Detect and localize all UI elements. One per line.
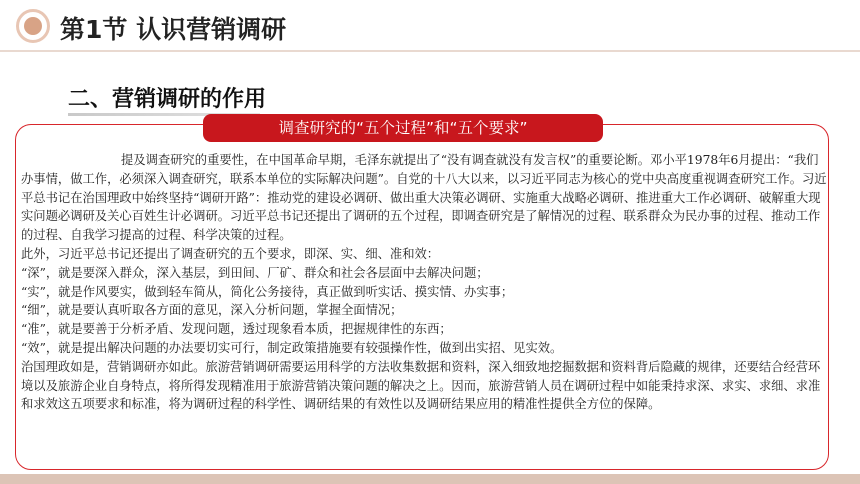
- requirement-accurate: “准”，就是要善于分析矛盾、发现问题，透过现象看本质，把握规律性的东西；: [21, 322, 452, 337]
- title-divider: [0, 50, 860, 52]
- requirement-effective: “效”，就是提出解决问题的办法要切实可行，制定政策措施要有较强操作性，做到出实招、见实效。: [21, 340, 563, 355]
- requirement-solid: “实”，就是作风要实，做到轻车简从，简化公务接待，真正做到听实话、摸实情、办实事；: [21, 284, 514, 299]
- logo-icon: [16, 9, 50, 43]
- requirement-detailed: “细”，就是要认真听取各方面的意见，深入分析问题，掌握全面情况；: [21, 303, 403, 318]
- paragraph-requirements: 此外，习近平总书记还提出了调查研究的五个要求，即深、实、细、准和效：: [21, 246, 440, 261]
- banner-title: 调查研究的“五个过程”和“五个要求”: [203, 114, 603, 142]
- paragraph-intro: 提及调查研究的重要性，在中国革命早期，毛泽东就提出了“没有调查就没有发言权”的重要论断。邓小平1978年6月提出：“我们办事情，做工作，必须深入调查研究，联系本单位的实际解决问题”。自党的十八大以来，以习近平同志为核心的党中央高度重视调查研究工作。习近平总书记在治国理政中始终坚持“调研开路”：推动党的建设必调研、做出重大决策必调研、实施重大战略必调研、推进重大工作必调研、破解重大现实问题必调研及关心百姓生计必调研。习近平总书记还提出了调研的五个过程，即调查研究是了解情况的过程、联系群众为民办事的过程、推动工作的过程、自我学习提高的过程、科学决策的过程。: [21, 153, 827, 243]
- requirement-deep: “深”，就是要深入群众，深入基层，到田间、厂矿、群众和社会各层面中去解决问题；: [21, 265, 489, 280]
- body-text: [21, 151, 828, 414]
- section-heading: 二、营销调研的作用: [68, 87, 267, 112]
- page-title: 第1节 认识营销调研: [60, 15, 287, 44]
- bottom-bar: [0, 474, 860, 484]
- paragraph-conclusion: 治国理政如是，营销调研亦如此。旅游营销调研需要运用科学的方法收集数据和资料，深入细致地挖掘数据和资料背后隐藏的规律，还要结合经营环境以及旅游企业自身特点，将所得发现精准用于旅游营销决策问题的解决之上。因而，旅游营销人员在调研过程中如能秉持求深、求实、求细、求准和求效这五项要求和标准，将为调研过程的科学性、调研结果的有效性以及调研结果应用的精准性提供全方位的保障。: [21, 359, 821, 412]
